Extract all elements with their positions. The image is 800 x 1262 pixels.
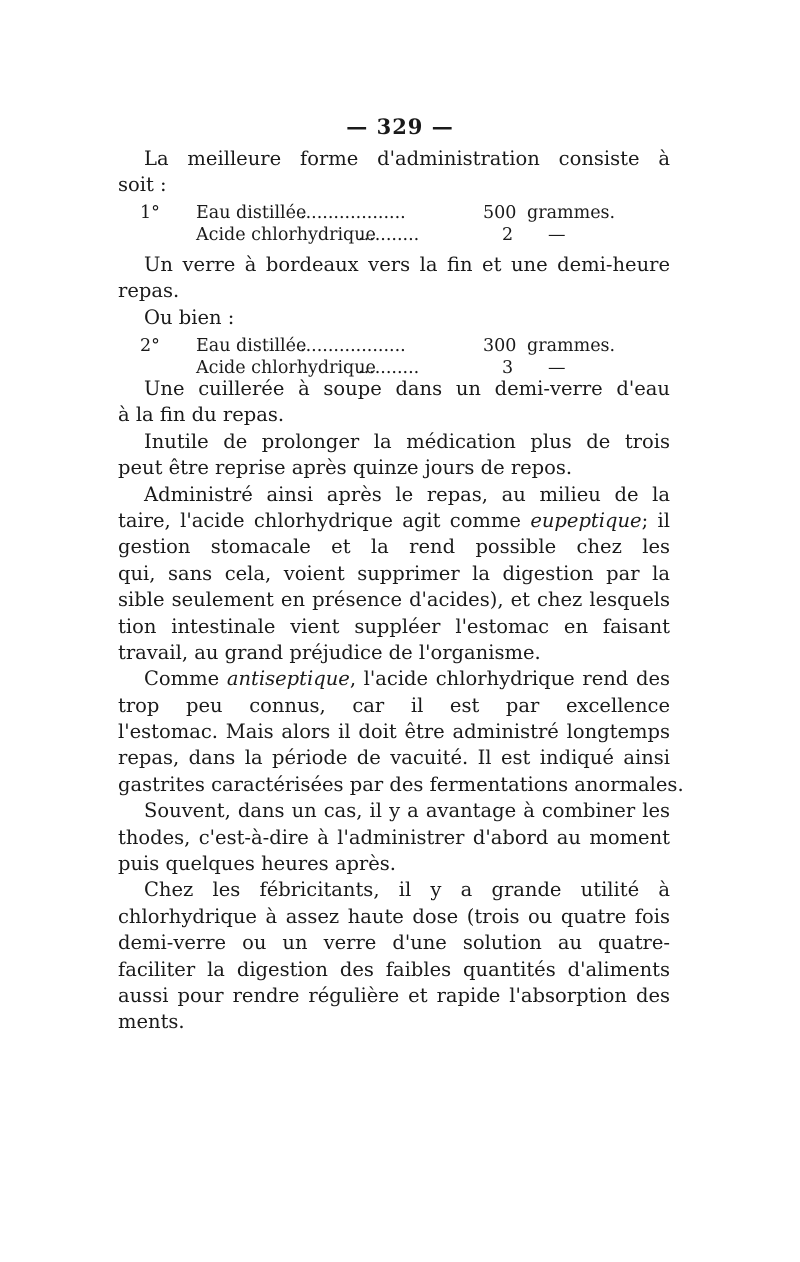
recipe-unit: grammes. bbox=[527, 336, 616, 356]
text-line: puis quelques heures après. bbox=[118, 852, 396, 876]
recipe-2 bbox=[140, 334, 620, 382]
recipe-leader-dots: ................... bbox=[300, 203, 406, 223]
text-line: ments. bbox=[118, 1010, 185, 1034]
recipe-quantity: 2 bbox=[502, 225, 514, 245]
text-line bbox=[118, 508, 670, 534]
recipe-unit: grammes. bbox=[527, 203, 616, 223]
recipe-1 bbox=[140, 201, 620, 249]
text-line: repas. bbox=[118, 279, 180, 303]
recipe-ingredient: Acide chlorhydrique bbox=[196, 358, 376, 378]
text-line: Une cuillerée à soupe dans un demi-verre d'eau bbox=[144, 377, 670, 400]
recipe-number: 1° bbox=[140, 203, 160, 223]
recipe-quantity: 300 bbox=[483, 336, 517, 356]
recipe-leader-dots: ........... bbox=[358, 225, 420, 245]
text-line: l'estomac. Mais alors il doit être administré longtemps bbox=[118, 720, 670, 744]
text-line: aussi pour rendre régulière et rapide l'absorption des bbox=[118, 983, 670, 1007]
text-segment: ; il bbox=[641, 508, 670, 532]
text-line: Inutile de prolonger la médication plus de trois bbox=[144, 429, 670, 453]
text-line: sible seulement en présence d'acides), et chez lesquels bbox=[118, 588, 670, 612]
text-line: à la fin du repas. bbox=[118, 403, 285, 427]
text-line: faciliter la digestion des faibles quantités d'aliments bbox=[118, 957, 670, 981]
text-line bbox=[118, 666, 670, 692]
text-segment: Comme bbox=[144, 667, 227, 691]
italic-term-eupeptique: eupeptique bbox=[530, 508, 642, 532]
italic-term-antiseptique: antiseptique bbox=[226, 667, 350, 691]
text-line: Un verre à bordeaux vers la fin et une demi-heure bbox=[144, 253, 670, 276]
text-line: travail, au grand préjudice de l'organisme. bbox=[118, 640, 541, 664]
text-line: chlorhydrique à assez haute dose (trois ou quatre fois bbox=[118, 904, 670, 928]
text-line: gestion stomacale et la rend possible chez les bbox=[118, 535, 670, 559]
text-line: Ou bien : bbox=[144, 305, 235, 329]
text-line: soit : bbox=[118, 173, 167, 197]
recipe-ingredient: Eau distillée bbox=[196, 203, 307, 223]
recipe-number: 2° bbox=[140, 336, 160, 356]
recipe-leader-dots: ................... bbox=[300, 336, 406, 356]
text-line: Souvent, dans un cas, il y a avantage à combiner les bbox=[144, 799, 670, 823]
text-line: Chez les fébricitants, il y a grande utilité à bbox=[144, 878, 670, 902]
recipe-ingredient: Eau distillée bbox=[196, 336, 307, 356]
recipe-quantity: 500 bbox=[483, 203, 517, 223]
text-line: tion intestinale vient suppléer l'estomac en faisant bbox=[118, 614, 670, 638]
text-line: demi-verre ou un verre d'une solution au quatre- bbox=[118, 931, 670, 955]
text-segment: taire, l'acide chlorhydrique agit comme bbox=[118, 508, 531, 532]
recipe-quantity: 3 bbox=[502, 358, 514, 378]
recipe-leader-dots: ........... bbox=[358, 358, 420, 378]
page-number: — 329 — bbox=[346, 114, 454, 139]
main-body-text bbox=[118, 376, 684, 1036]
text-line: La meilleure forme d'administration consiste à bbox=[144, 147, 670, 170]
text-segment: , l'acide chlorhydrique rend des bbox=[349, 667, 670, 691]
text-line: qui, sans cela, voient supprimer la digestion par la bbox=[118, 561, 670, 585]
text-line: gastrites caractérisées par des fermentations anormales. bbox=[118, 772, 684, 796]
recipe-unit: — bbox=[548, 225, 566, 245]
text-line: Administré ainsi après le repas, au milieu de la bbox=[144, 482, 670, 506]
recipe-unit: — bbox=[548, 358, 566, 378]
paragraph-bordeaux-glass bbox=[118, 252, 670, 331]
text-line: trop peu connus, car il est par excellence bbox=[118, 693, 670, 717]
text-line: thodes, c'est-à-dire à l'administrer d'abord au moment bbox=[118, 825, 670, 849]
text-line: peut être reprise après quinze jours de repos. bbox=[118, 456, 573, 480]
recipe-ingredient: Acide chlorhydrique bbox=[196, 225, 376, 245]
paragraph-administration-form bbox=[118, 146, 670, 199]
text-line: repas, dans la période de vacuité. Il est indiqué ainsi bbox=[118, 746, 670, 770]
